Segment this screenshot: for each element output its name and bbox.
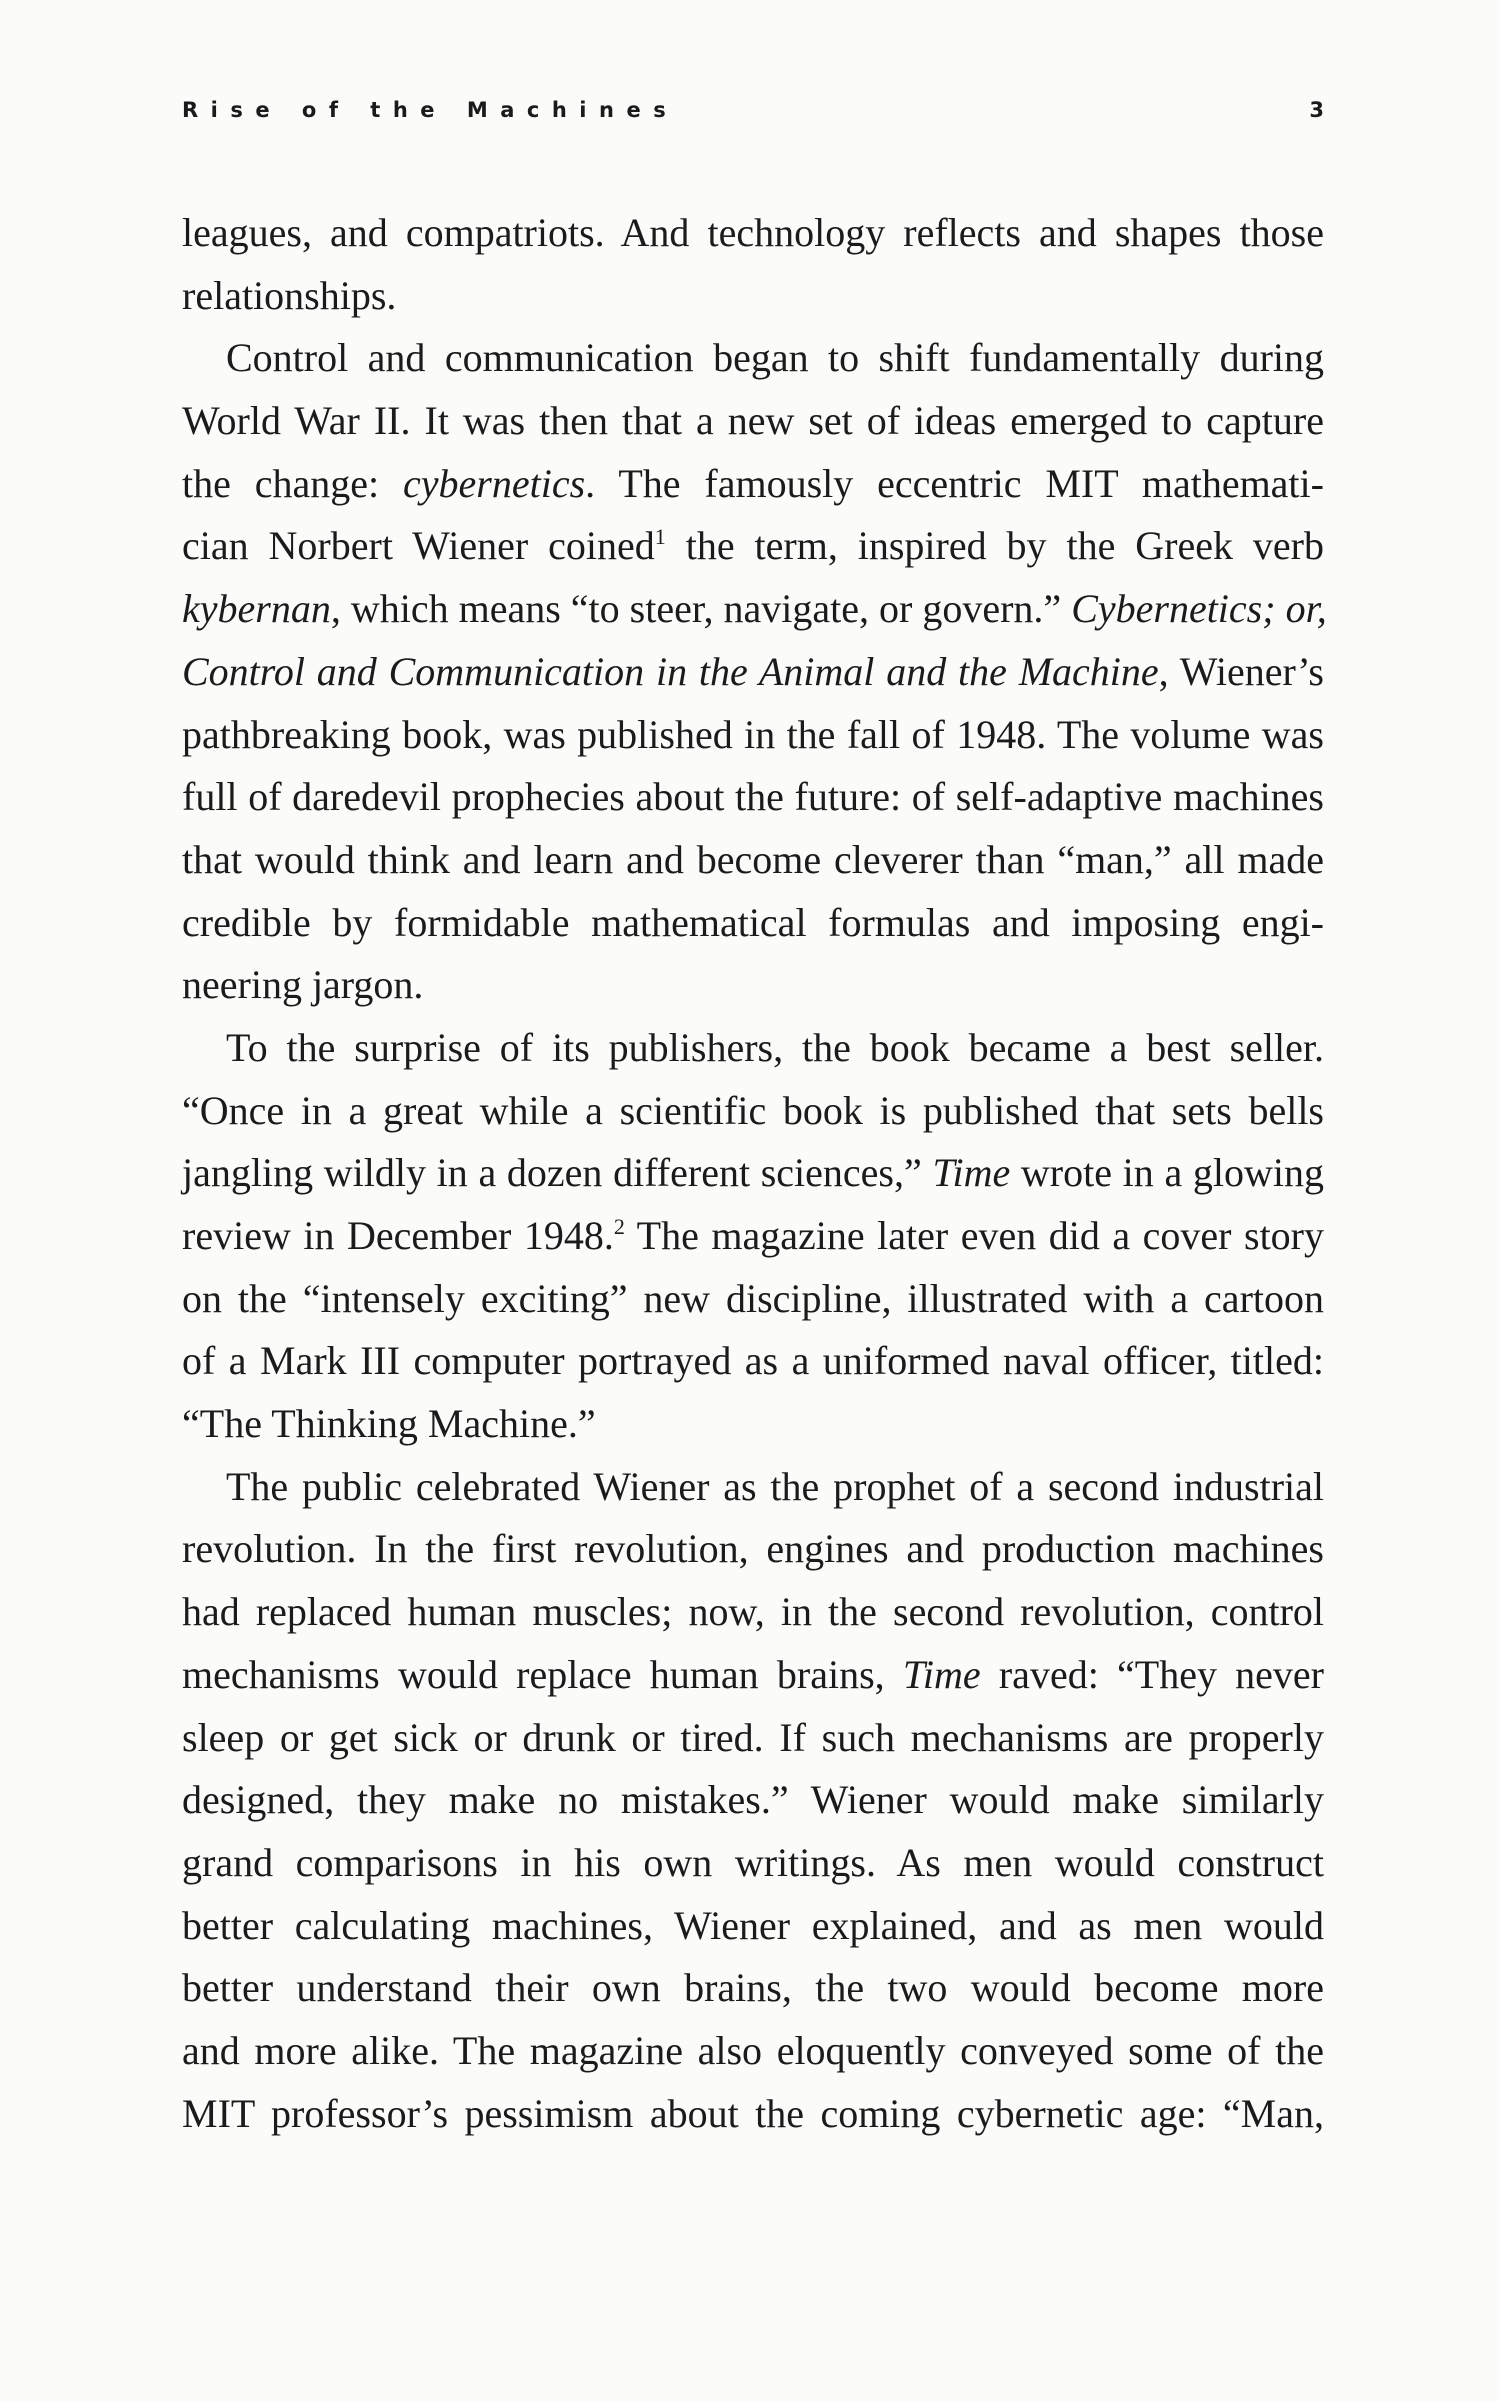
text-run: on the “intensely exciting” new discipline, illustrated with a cartoon: [182, 1275, 1324, 1321]
magazine-title: Time: [932, 1150, 1011, 1196]
text-run: To the surprise of its publishers, the book became a best seller.: [226, 1024, 1324, 1070]
running-title: Rise of the Machines: [182, 98, 679, 122]
text-run: relationships.: [182, 272, 397, 318]
text-line: [182, 1393, 1324, 1456]
text-run: World War II. It was then that a new set of ideas emerged to capture: [182, 398, 1324, 444]
text-run: sleep or get sick or drunk or tired. If such mechanisms are properly: [182, 1714, 1324, 1760]
text-line: [182, 265, 1324, 328]
text-line: [182, 1330, 1324, 1393]
text-run: the term, inspired by the Greek verb: [665, 523, 1324, 569]
text-run: jangling wildly in a dozen different sciences,”: [182, 1150, 933, 1196]
text-line: [182, 641, 1324, 704]
text-run: designed, they make no mistakes.” Wiener would make similarly: [182, 1777, 1324, 1823]
text-run: . The famously eccentric MIT mathemati-: [585, 460, 1324, 506]
text-run: better understand their own brains, the two would become more: [182, 1965, 1324, 2011]
text-line: [182, 1832, 1324, 1895]
text-line: [182, 892, 1324, 955]
text-line: [182, 327, 1324, 390]
text-run: of a Mark III computer portrayed as a uniformed naval officer, titled:: [182, 1338, 1324, 1384]
footnote-ref-1: 1: [654, 524, 666, 550]
text-run: pathbreaking book, was published in the fall of 1948. The volume was: [182, 711, 1324, 757]
text-run: Control and communication began to shift fundamentally during: [226, 335, 1324, 381]
text-run: revolution. In the first revolution, engines and production machines: [182, 1526, 1324, 1572]
page-number: 3: [1309, 98, 1324, 122]
text-run: , which means “to steer, navigate, or govern.”: [330, 586, 1072, 632]
text-line: [182, 1017, 1324, 1080]
text-run: MIT professor’s pessimism about the coming cybernetic age: “Man,: [182, 2090, 1324, 2136]
text-line: [182, 704, 1324, 767]
text-run: grand comparisons in his own writings. As men would construct: [182, 1839, 1324, 1885]
text-run: leagues, and compatriots. And technology reflects and shapes those: [182, 210, 1324, 255]
text-line: [182, 2020, 1324, 2083]
text-run: raved: “They never: [980, 1651, 1324, 1697]
text-line: [182, 1769, 1324, 1832]
text-line: [182, 202, 1324, 265]
text-run: neering jargon.: [182, 962, 424, 1008]
text-line: [182, 390, 1324, 453]
text-line: [182, 1205, 1324, 1268]
book-title: Cybernetics; or,: [1071, 586, 1327, 632]
text-run: review in December 1948.: [182, 1213, 614, 1258]
text-line: [182, 578, 1327, 641]
text-run: , Wiener’s: [1158, 648, 1324, 694]
paragraph: [182, 202, 1324, 327]
paragraph: [182, 1017, 1324, 1456]
text-line: [182, 829, 1324, 892]
text-line: [182, 1895, 1324, 1958]
paragraph: [182, 327, 1327, 1017]
italic-term: kybernan: [182, 586, 331, 632]
text-line: [182, 1268, 1324, 1331]
text-run: The magazine later even did a cover story: [624, 1213, 1325, 1258]
text-run: that would think and learn and become cleverer than “man,” all made: [182, 836, 1324, 882]
text-line: [182, 1707, 1324, 1770]
text-run: had replaced human muscles; now, in the second revolution, control: [182, 1589, 1324, 1635]
text-run: and more alike. The magazine also eloquently conveyed some of the: [182, 2027, 1324, 2073]
text-line: [182, 766, 1324, 829]
text-run: better calculating machines, Wiener explained, and as men would: [182, 1902, 1324, 1948]
text-line: [182, 1957, 1324, 2020]
text-run: “The Thinking Machine.”: [182, 1401, 596, 1447]
text-line: [182, 1080, 1324, 1143]
text-run: The public celebrated Wiener as the prophet of a second industrial: [226, 1463, 1324, 1509]
text-run: the change:: [182, 460, 404, 506]
text-run: wrote in a glowing: [1010, 1150, 1324, 1196]
text-run: full of daredevil prophecies about the future: of self-adaptive machines: [182, 774, 1324, 820]
footnote-ref-2: 2: [613, 1214, 625, 1239]
text-run: cian Norbert Wiener coined: [182, 523, 655, 569]
text-line: [182, 2083, 1324, 2146]
text-line: [182, 453, 1324, 516]
text-line: [182, 1518, 1324, 1581]
text-line: [182, 1456, 1324, 1519]
text-line: [182, 515, 1324, 578]
text-run: mechanisms would replace human brains,: [182, 1651, 903, 1697]
body-text: [182, 202, 1327, 2145]
text-line: [182, 1581, 1324, 1644]
magazine-title: Time: [902, 1651, 981, 1697]
text-line: [182, 954, 1324, 1017]
italic-term: cybernetics: [403, 460, 586, 506]
text-run: “Once in a great while a scientific book is published that sets bells: [182, 1087, 1324, 1133]
book-title: Control and Communication in the Animal and the Machine: [182, 648, 1159, 694]
text-line: [182, 1644, 1324, 1707]
text-line: [182, 1142, 1324, 1205]
running-head: [182, 98, 1324, 128]
paragraph: [182, 1456, 1324, 2146]
text-run: credible by formidable mathematical formulas and imposing engi-: [182, 899, 1324, 945]
